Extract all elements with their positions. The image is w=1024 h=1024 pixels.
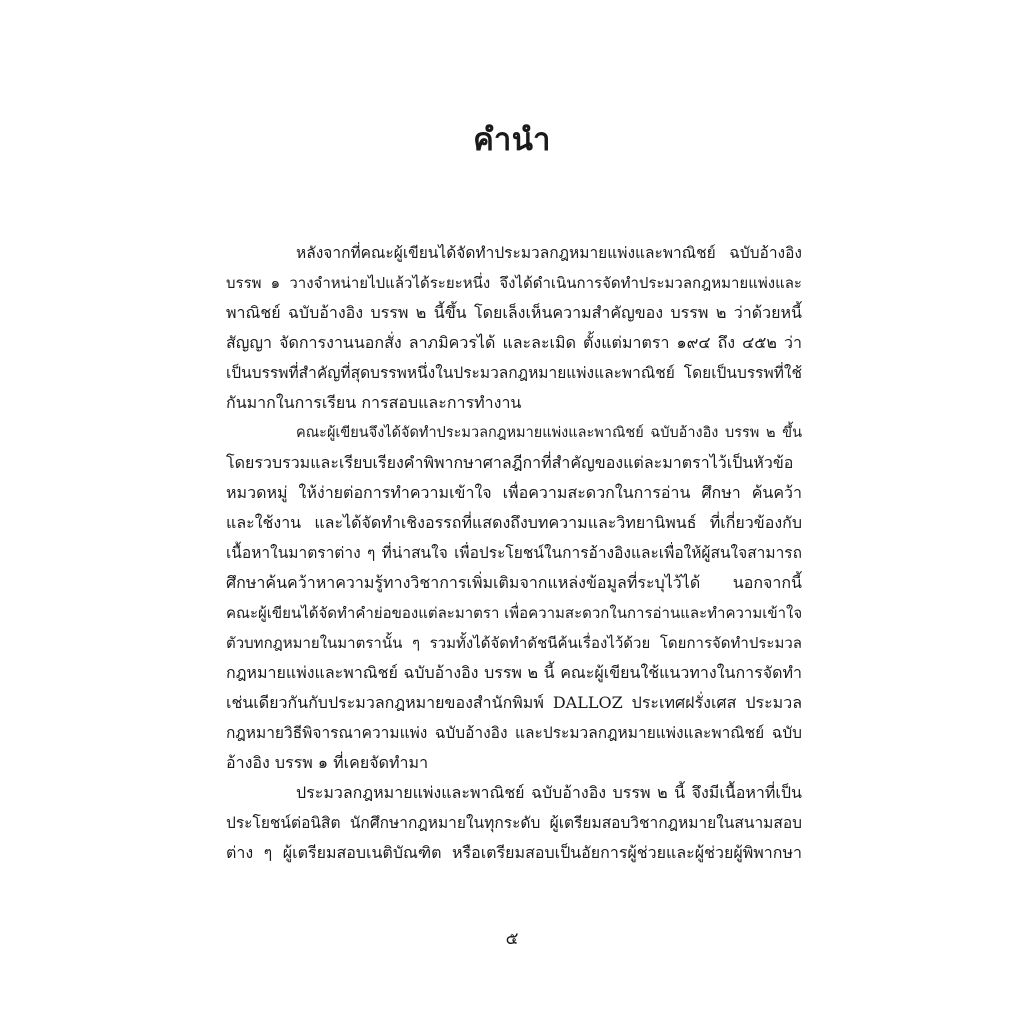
text-line: ศึกษาค้นคว้าหาความรู้ทางวิชาการเพิ่มเติมจากแหล่งข้อมูลที่ระบุไว้ได้ นอกจากนี้ — [226, 573, 802, 592]
text-line: คณะผู้เขียนจึงได้จัดทำประมวลกฎหมายแพ่งและพาณิชย์ ฉบับอ้างอิง บรรพ ๒ ขึ้น — [296, 425, 802, 441]
text-line: กฎหมายวิธีพิจารณาความแพ่ง ฉบับอ้างอิง และประมวลกฎหมายแพ่งและพาณิชย์ ฉบับ — [226, 724, 802, 742]
text-line: หมวดหมู่ ให้ง่ายต่อการทำความเข้าใจ เพื่อความสะดวกในการอ่าน ศึกษา ค้นคว้า — [226, 483, 802, 502]
text-line: ประโยชน์ต่อนิสิต นักศึกษากฎหมายในทุกระดับ ผู้เตรียมสอบวิชากฎหมายในสนามสอบ — [226, 814, 802, 832]
text-line: อ้างอิง บรรพ ๑ ที่เคยจัดทำมา — [226, 753, 429, 772]
text-line: คณะผู้เขียนได้จัดทำคำย่อของแต่ละมาตรา เพื่อความสะดวกในการอ่านและทำความเข้าใจ — [226, 604, 802, 622]
page-title: คำนำ — [473, 122, 551, 158]
text-line: บรรพ ๑ วางจำหน่ายไปแล้วได้ระยะหนึ่ง จึงได้ดำเนินการจัดทำประมวลกฎหมายแพ่งและ — [226, 274, 802, 292]
page-number: ๕ — [505, 929, 519, 949]
text-line: พาณิชย์ ฉบับอ้างอิง บรรพ ๒ นี้ขึ้น โดยเล็งเห็นความสำคัญของ บรรพ ๒ ว่าด้วยหนี้ — [226, 303, 802, 322]
text-line: เนื้อหาในมาตราต่าง ๆ ที่น่าสนใจ เพื่อประโยชน์ในการอ้างอิงและเพื่อให้ผู้สนใจสามารถ — [226, 544, 802, 562]
text-line: สัญญา จัดการงานนอกสั่ง ลาภมิควรได้ และละเมิด ตั้งแต่มาตรา ๑๙๔ ถึง ๔๕๒ ว่า — [226, 333, 802, 352]
text-line: เช่นเดียวกันกับประมวลกฎหมายของสำนักพิมพ์ DALLOZ ประเทศฝรั่งเศส ประมวล — [226, 693, 802, 712]
text-line: โดยรวบรวมและเรียบเรียงคำพิพากษาศาลฎีกาที่สำคัญของแต่ละมาตราไว้เป็นหัวข้อ — [226, 453, 794, 472]
text-line: ประมวลกฎหมายแพ่งและพาณิชย์ ฉบับอ้างอิง บรรพ ๒ นี้ จึงมีเนื้อหาที่เป็น — [296, 783, 802, 802]
text-line: เป็นบรรพที่สำคัญที่สุดบรรพหนึ่งในประมวลกฎหมายแพ่งและพาณิชย์ โดยเป็นบรรพที่ใช้ — [226, 364, 802, 382]
text-line: หลังจากที่คณะผู้เขียนได้จัดทำประมวลกฎหมายแพ่งและพาณิชย์ ฉบับอ้างอิง — [296, 244, 802, 262]
text-line: กฎหมายแพ่งและพาณิชย์ ฉบับอ้างอิง บรรพ ๒ นี้ คณะผู้เขียนใช้แนวทางในการจัดทำ — [226, 663, 802, 682]
preface-body — [226, 238, 802, 868]
text-line: ตัวบทกฎหมายในมาตรานั้น ๆ รวมทั้งได้จัดทำดัชนีค้นเรื่องไว้ด้วย โดยการจัดทำประมวล — [226, 634, 802, 652]
text-line: และใช้งาน และได้จัดทำเชิงอรรถที่แสดงถึงบทความและวิทยานิพนธ์ ที่เกี่ยวข้องกับ — [226, 513, 802, 532]
text-line: กันมากในการเรียน การสอบและการทำงาน — [226, 393, 522, 412]
text-line: ต่าง ๆ ผู้เตรียมสอบเนติบัณฑิต หรือเตรียมสอบเป็นอัยการผู้ช่วยและผู้ช่วยผู้พิพากษา — [226, 843, 802, 862]
